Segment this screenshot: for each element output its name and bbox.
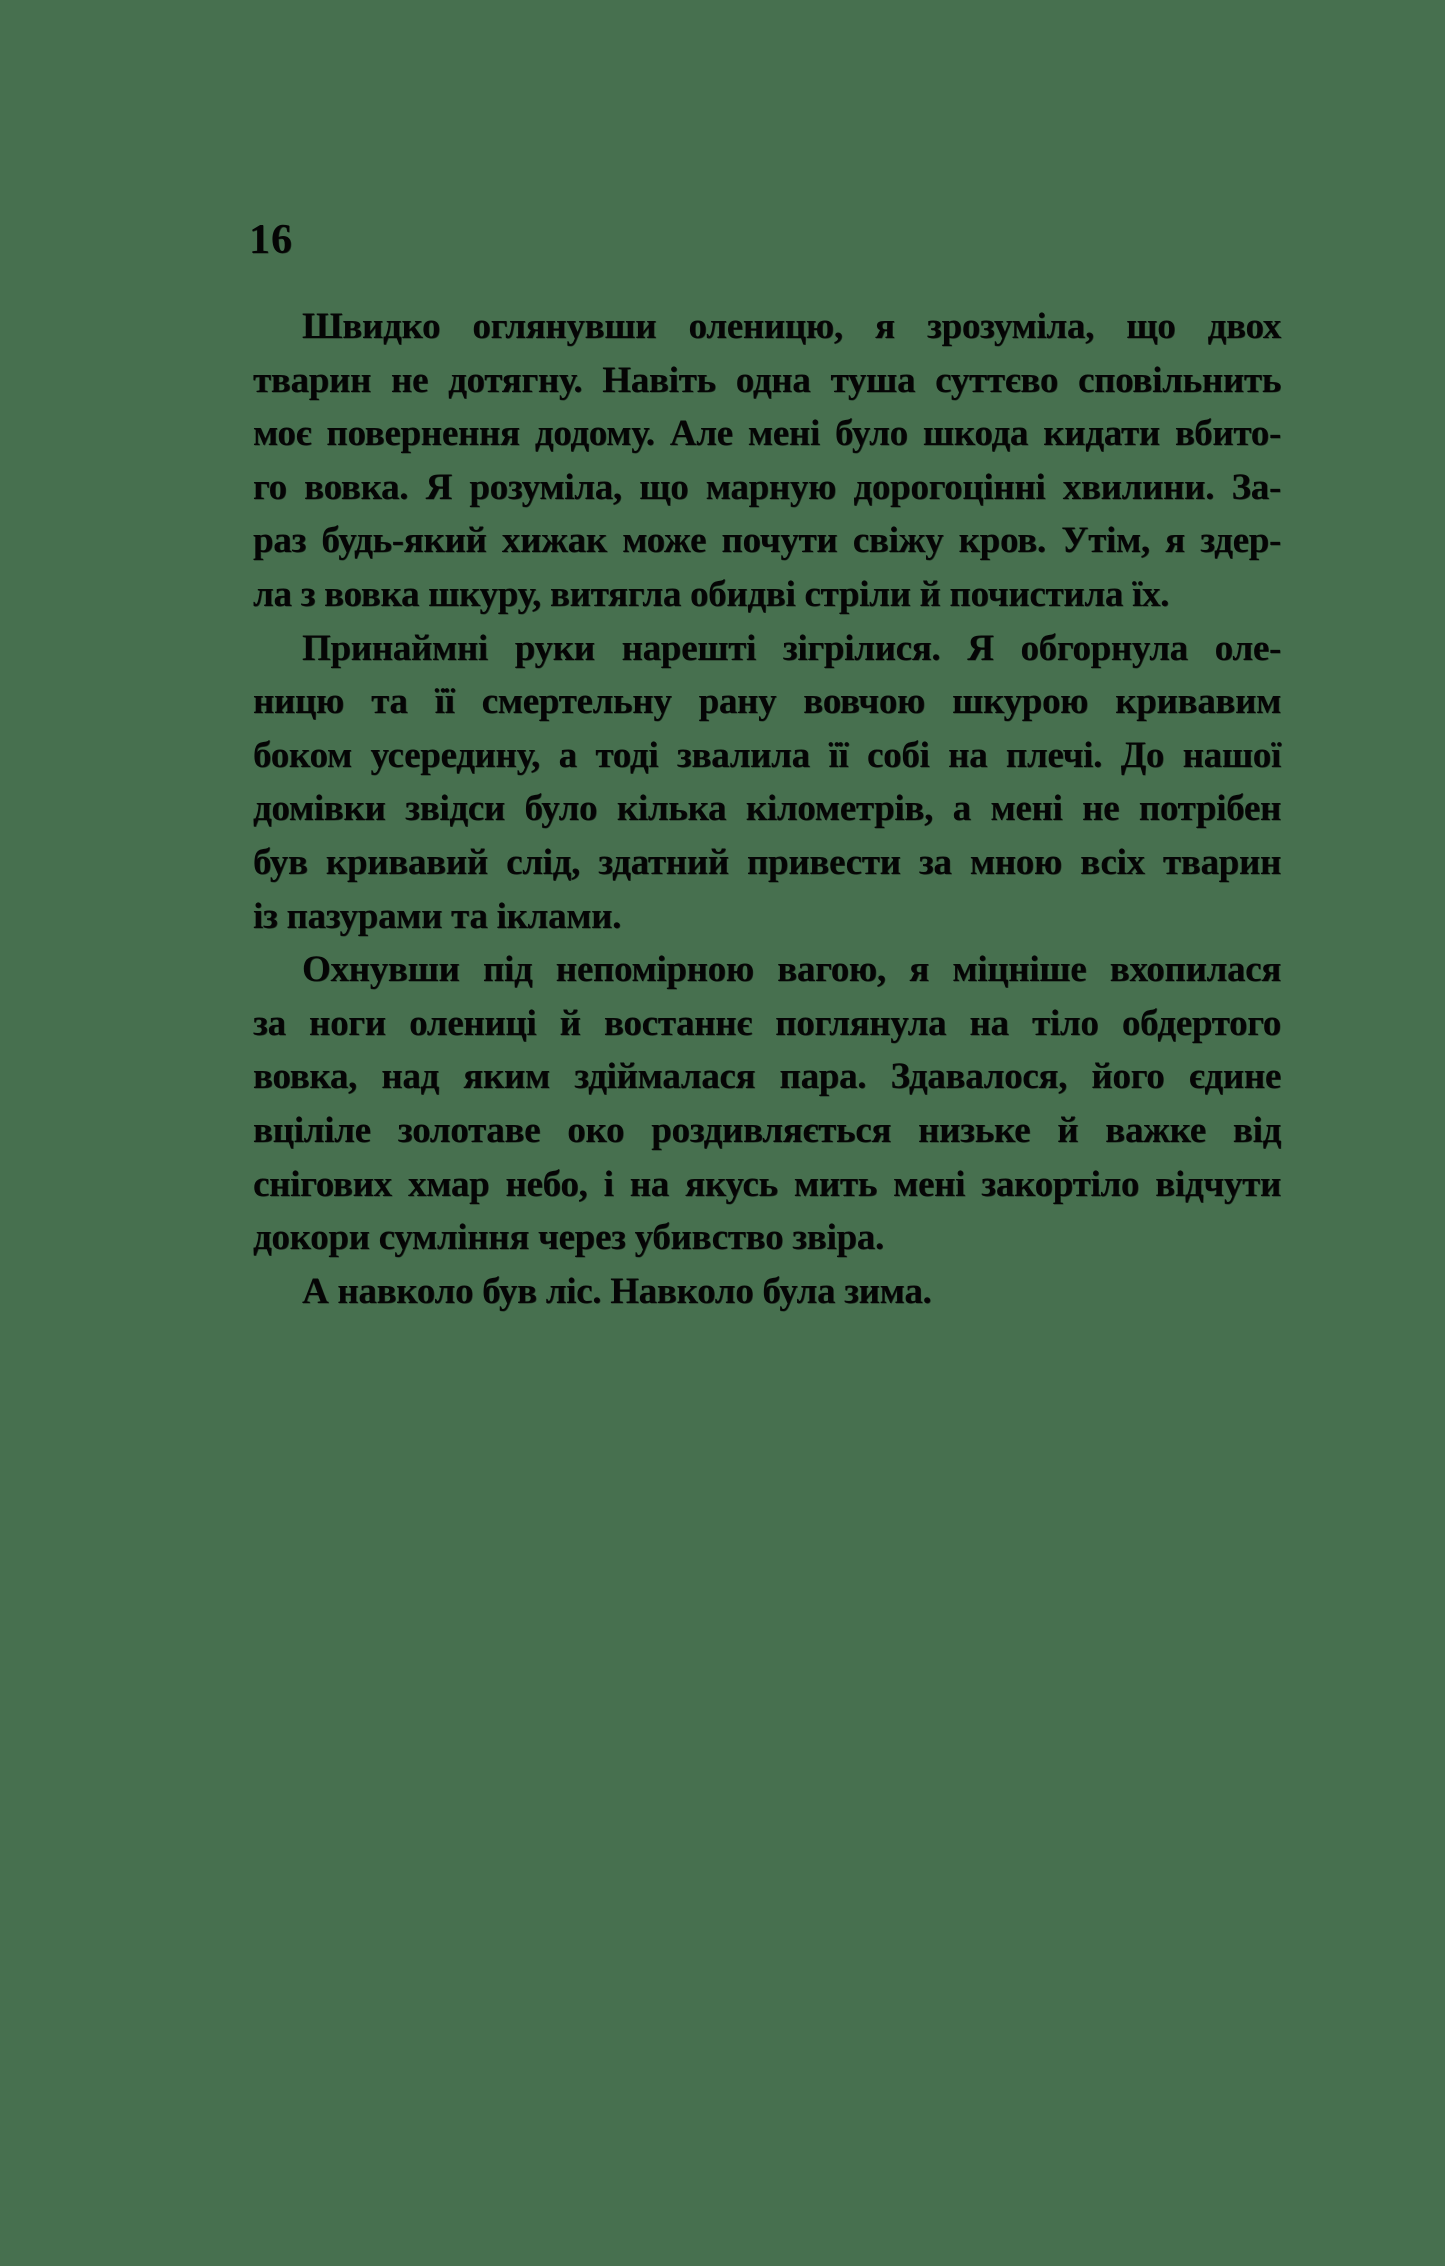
text-line: боком усередину, а тоді звалила її собі на плечі. До нашої bbox=[253, 734, 1281, 776]
text-block bbox=[253, 300, 1281, 1318]
text-line: ницю та її смертельну рану вовчою шкурою кривавим bbox=[253, 681, 1281, 723]
text-line: із пазурами та іклами. bbox=[253, 895, 622, 937]
text-line: моє повернення додому. Але мені було шкода кидати вбито- bbox=[253, 413, 1281, 455]
text-line: го вовка. Я розуміла, що марную дорогоцінні хвилини. За- bbox=[253, 466, 1281, 508]
text-line: Охнувши під непомірною вагою, я міцніше вхопилася bbox=[302, 949, 1281, 991]
text-line: був кривавий слід, здатний привести за мною всіх тварин bbox=[253, 841, 1281, 883]
text-line: раз будь-який хижак може почути свіжу кров. Утім, я здер- bbox=[253, 520, 1281, 562]
text-line: докори сумління через убивство звіра. bbox=[253, 1217, 884, 1259]
paragraph-3 bbox=[253, 943, 1281, 1265]
page-number: 16 bbox=[249, 217, 293, 263]
text-line: за ноги олениці й востаннє поглянула на тіло обдертого bbox=[253, 1002, 1281, 1044]
text-line: Швидко оглянувши оленицю, я зрозуміла, що двох bbox=[302, 306, 1281, 347]
text-line: ла з вовка шкуру, витягла обидві стріли й почистила їх. bbox=[253, 573, 1170, 615]
text-line: тварин не дотягну. Навіть одна туша суттєво сповільнить bbox=[253, 359, 1281, 401]
text-line: Принаймні руки нарешті зігрілися. Я обгорнула оле- bbox=[302, 627, 1281, 669]
paragraph-1 bbox=[253, 300, 1281, 622]
text-line: вовка, над яким здіймалася пара. Здавалося, його єдине bbox=[253, 1056, 1281, 1098]
text-line: домівки звідси було кілька кілометрів, а мені не потрібен bbox=[253, 788, 1281, 830]
text-line: А навколо був ліс. Навколо була зима. bbox=[302, 1270, 932, 1312]
text-line: снігових хмар небо, і на якусь мить мені закортіло відчути bbox=[253, 1163, 1281, 1205]
paragraph-4 bbox=[253, 1265, 1281, 1319]
text-line: вціліле золотаве око роздивляється низьке й важке від bbox=[253, 1109, 1281, 1151]
paragraph-2 bbox=[253, 622, 1281, 944]
